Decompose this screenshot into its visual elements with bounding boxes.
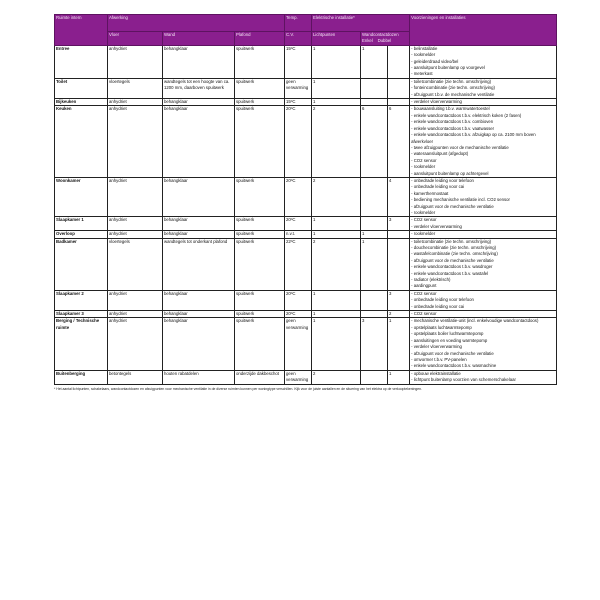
enkel-cell: 1 [361,231,388,238]
wand-cell: behangklaar [163,99,235,106]
wand-cell: wandtegels tot een hoogte van ca. 1200 mm, daarboven spuitwerk [163,78,235,98]
dubbel-cell [388,231,410,238]
voorziening-item: - omvormer t.b.v. PV-panelen [411,357,555,363]
wand-cell: behangklaar [163,318,235,370]
voorzieningen-list [411,217,555,230]
dubbel-cell: 3 [388,290,410,310]
table-row [55,370,557,384]
vloer-cell: vloertegels [108,78,163,98]
temp-cell: 20ºC [285,311,312,318]
room-cell: Keuken [55,106,108,177]
voorziening-item: - bouwaansluiting t.b.v. warmwatertoestel [411,106,555,112]
table-body [55,45,557,384]
voorziening-item: - douchecombinatie (zie techn. omschrijving) [411,245,555,251]
room-cell: Badkamer [55,238,108,290]
voorziening-item: - radiator (elektrisch) [411,277,555,283]
lichtpunten-cell: 2 [312,106,361,177]
enkel-cell [361,370,388,384]
header-dubbel: Dubbel [377,38,392,44]
table-row [55,78,557,98]
voorziening-item: - aardingpunt [411,283,555,289]
plafond-cell: spuitwerk [235,78,285,98]
temp-cell: n.v.t. [285,231,312,238]
voorzieningen-list [411,311,555,317]
table-row [55,231,557,238]
enkel-cell [361,99,388,106]
plafond-cell: spuitwerk [235,106,285,177]
lichtpunten-cell: 1 [312,318,361,370]
plafond-cell: spuitwerk [235,217,285,231]
enkel-cell: 1 [361,238,388,290]
wand-cell: behangklaar [163,45,235,78]
voorziening-item: - onbedrade leiding voor telefoon [411,178,555,184]
voorziening-item: - toiletcombinatie (zie techn. omschrijving) [411,239,555,245]
vloer-cell: anhydriet [108,99,163,106]
plafond-cell: spuitwerk [235,311,285,318]
dubbel-cell: 4 [388,177,410,216]
vloer-cell: anhydriet [108,45,163,78]
room-cell: Slaapkamer 3 [55,311,108,318]
voorziening-item: - aansluitpunt buitenlamp op achtergevel [411,171,555,177]
footnote: * Het aantal lichtpunten, schakelaars, wandcontactdozen en afzuigpunten voor mechanische ventilatie in de diverse ruimten kunnen per woningtype verschillen. Kijk voor de juiste aantallen en de situering van het elektra op de verkooptekeningen. [54,386,422,391]
table-row [55,45,557,78]
plafond-cell: spuitwerk [235,177,285,216]
header-voorzieningen: Voorzieningen en installaties [410,15,557,46]
voorziening-item: - toiletcombinatie (zie techn. omschrijving) [411,79,555,85]
voorziening-item: - kamerthermostaat [411,191,555,197]
lichtpunten-cell: 1 [312,99,361,106]
vloer-cell: anhydriet [108,177,163,216]
voorziening-item: - mechanische ventilatie-unit (incl. enkelvoudige wandcontactdoos) [411,318,555,324]
dubbel-cell: 1 [388,370,410,384]
voorziening-item: - CO2 sensor [411,217,555,223]
temp-cell: geen verwarming [285,370,312,384]
document-page [54,14,556,392]
voorzieningen-list [411,371,555,384]
voorzieningen-cell [410,318,557,370]
voorziening-item: - geleiderdraad video/bel [411,59,555,65]
enkel-cell [361,290,388,310]
voorziening-item: - afzuigpunt voor de mechanische ventilatie [411,204,555,210]
lichtpunten-cell: 2 [312,238,361,290]
wand-cell: wandtegels tot onderkant plafond [163,238,235,290]
room-cell: Woonkamer [55,177,108,216]
voorziening-item: - meterkast [411,71,555,77]
voorziening-item: - verdeler vloerverwarming [411,99,555,105]
voorziening-item: - verdeler vloerverwarming [411,224,555,230]
header-afwerking: Afwerking [108,15,285,32]
voorziening-item: - rookmelder [411,164,555,170]
temp-cell: 20ºC [285,106,312,177]
enkel-cell: 6 [361,106,388,177]
voorziening-item: - afzuigpunt voor de mechanische ventilatie [411,258,555,264]
voorzieningen-list [411,291,555,310]
header-enkel: Enkel [362,38,373,44]
voorzieningen-cell [410,45,557,78]
temp-cell: 20ºC [285,290,312,310]
dubbel-cell [388,99,410,106]
vloer-cell: anhydriet [108,231,163,238]
voorzieningen-list [411,99,555,105]
room-cell: Overloop [55,231,108,238]
lichtpunten-cell: 1 [312,78,361,98]
voorzieningen-list [411,231,555,237]
table-row [55,217,557,231]
voorziening-item: - rookmelder [411,52,555,58]
voorziening-item: - enkele wandcontactdoos t.b.v. vaatwasser [411,126,555,132]
voorzieningen-cell [410,99,557,106]
enkel-cell [361,177,388,216]
voorzieningen-list [411,46,555,78]
voorzieningen-cell [410,290,557,310]
temp-cell: geen verwarming [285,78,312,98]
voorzieningen-cell [410,106,557,177]
voorziening-item: - CO2 sensor [411,291,555,297]
plafond-cell: spuitwerk [235,45,285,78]
header-plafond: Plafond [235,32,285,46]
enkel-cell [361,78,388,98]
plafond-cell: spuitwerk [235,99,285,106]
lichtpunten-cell: 1 [312,217,361,231]
vloer-cell: anhydriet [108,311,163,318]
voorziening-item: - twee afzuigpunten voor de mechanische ventilatie [411,145,555,151]
lichtpunten-cell: 1 [312,231,361,238]
dubbel-cell [388,45,410,78]
wand-cell: behangklaar [163,177,235,216]
enkel-cell: 3 [361,318,388,370]
header-wand: Wand [163,32,235,46]
table-row [55,106,557,177]
wand-cell: behangklaar [163,231,235,238]
table-row [55,311,557,318]
enkel-cell [361,217,388,231]
dubbel-cell [388,78,410,98]
voorzieningen-cell [410,231,557,238]
voorziening-item: - enkele wandcontactdoos t.b.v. elektrisch koken (2 fasen) [411,113,555,119]
header-elektrische: Elektrische installatie* [312,15,410,32]
vloer-cell: betontegels [108,370,163,384]
temp-cell: 15ºC [285,45,312,78]
enkel-cell: 1 [361,45,388,78]
dubbel-cell: 2 [388,311,410,318]
voorzieningen-list [411,318,555,369]
vloer-cell: anhydriet [108,106,163,177]
header-vloer: Vloer [108,32,163,46]
header-wcd [361,32,410,46]
header-temp: Temp. [285,15,312,32]
voorziening-item: - verdeler vloerverwarming [411,344,555,350]
voorzieningen-list [411,178,555,216]
room-cell: Bijkeuken [55,99,108,106]
voorzieningen-cell [410,78,557,98]
voorzieningen-cell [410,238,557,290]
plafond-cell: spuitwerk [235,290,285,310]
voorziening-item: - bediening mechanische ventilatie incl. CO2 sensor [411,197,555,203]
temp-cell: 15ºC [285,99,312,106]
temp-cell: 20ºC [285,177,312,216]
voorziening-item: - onbedrade leiding voor telefoon [411,297,555,303]
voorziening-item: - rookmelder [411,231,555,237]
voorziening-item: - opstelplaats boiler luchtwarmtepomp [411,331,555,337]
voorziening-item: - aansluitpunt buitenlamp op voorgevel [411,65,555,71]
voorziening-item: - CO2 sensor [411,311,555,317]
room-finish-table [54,14,557,385]
voorzieningen-cell [410,370,557,384]
wand-cell: behangklaar [163,311,235,318]
lichtpunten-cell: 1 [312,311,361,318]
lichtpunten-cell: 2 [312,177,361,216]
temp-cell: 22ºC [285,238,312,290]
lichtpunten-cell: 1 [312,45,361,78]
room-cell: Entree [55,45,108,78]
temp-cell: geen verwarming [285,318,312,370]
dubbel-cell: 1 [388,318,410,370]
voorzieningen-cell [410,177,557,216]
plafond-cell: spuitwerk [235,238,285,290]
room-cell: Slaapkamer 2 [55,290,108,310]
table-row [55,99,557,106]
voorziening-item: - CO2 sensor [411,158,555,164]
voorziening-item: - afzuigpunt t.b.v. de mechanische ventilatie [411,92,555,98]
voorzieningen-cell [410,217,557,231]
vloer-cell: anhydriet [108,217,163,231]
wand-cell: behangklaar [163,217,235,231]
room-cell: Toilet [55,78,108,98]
voorziening-item: - wastafelcombinatie (zie techn. omschrijving) [411,251,555,257]
room-cell: Slaapkamer 1 [55,217,108,231]
voorziening-item: - aansluitingen en voeding warmtepomp [411,338,555,344]
plafond-cell: spuitwerk [235,231,285,238]
plafond-cell: spuitwerk [235,318,285,370]
voorziening-item: - onbedrade leiding voor cai [411,304,555,310]
header-lichtpunten: Lichtpunten [312,32,361,46]
vloer-cell: anhydriet [108,318,163,370]
voorziening-item: - opbouw elektrainstallatie [411,371,555,377]
room-cell: Buitenberging [55,370,108,384]
table-row [55,177,557,216]
dubbel-cell: 6 [388,106,410,177]
table-row [55,318,557,370]
header-wcd-label: Wandcontactdozen [362,32,399,37]
voorziening-item: - belinstallatie [411,46,555,52]
wand-cell: behangklaar [163,106,235,177]
room-cell: Berging / Technische ruimte [55,318,108,370]
voorziening-item: - enkele wandcontactdoos t.b.v. combioven [411,119,555,125]
vloer-cell: anhydriet [108,290,163,310]
voorzieningen-list [411,239,555,290]
voorzieningen-list [411,106,555,176]
voorziening-item: - afzuigpunt voor de mechanische ventilatie [411,351,555,357]
voorziening-item: - rookmelder [411,210,555,216]
voorziening-item: - enkele wandcontactdoos t.b.v. wasdroger [411,264,555,270]
vloer-cell: vloertegels [108,238,163,290]
table-header-row [55,15,557,32]
header-cv: C.V. [285,32,312,46]
voorziening-item: - opstelplaats luchtwarmtepomp [411,325,555,331]
header-ruimte: Ruimte intern [55,15,108,46]
wand-cell: houten rabatdelen [163,370,235,384]
table-row [55,290,557,310]
voorzieningen-list [411,79,555,98]
voorzieningen-cell [410,311,557,318]
voorziening-item: - onbedrade leiding voor cai [411,184,555,190]
lichtpunten-cell: 1 [312,290,361,310]
table-row [55,238,557,290]
voorziening-item: - wateraansluitpunt (afgedopt) [411,151,555,157]
dubbel-cell: 3 [388,217,410,231]
enkel-cell [361,311,388,318]
voorziening-item: - enkele wandcontactdoos t.b.v. wasmachine [411,363,555,369]
plafond-cell: onderzijde dakbeschot [235,370,285,384]
lichtpunten-cell: 2 [312,370,361,384]
wand-cell: behangklaar [163,290,235,310]
dubbel-cell [388,238,410,290]
voorziening-item: - fonteincombinatie (zie techn. omschrijving) [411,85,555,91]
voorziening-item: - enkele wandcontactdoos t.b.v. afzuigkap op ca. 2100 mm boven afwerkvloer [411,132,555,145]
voorziening-item: - lichtpunt buitenlamp voorzien van schemerschakelaar [411,377,555,383]
temp-cell: 20ºC [285,217,312,231]
voorziening-item: - enkele wandcontactdoos t.b.v. wastafel [411,271,555,277]
